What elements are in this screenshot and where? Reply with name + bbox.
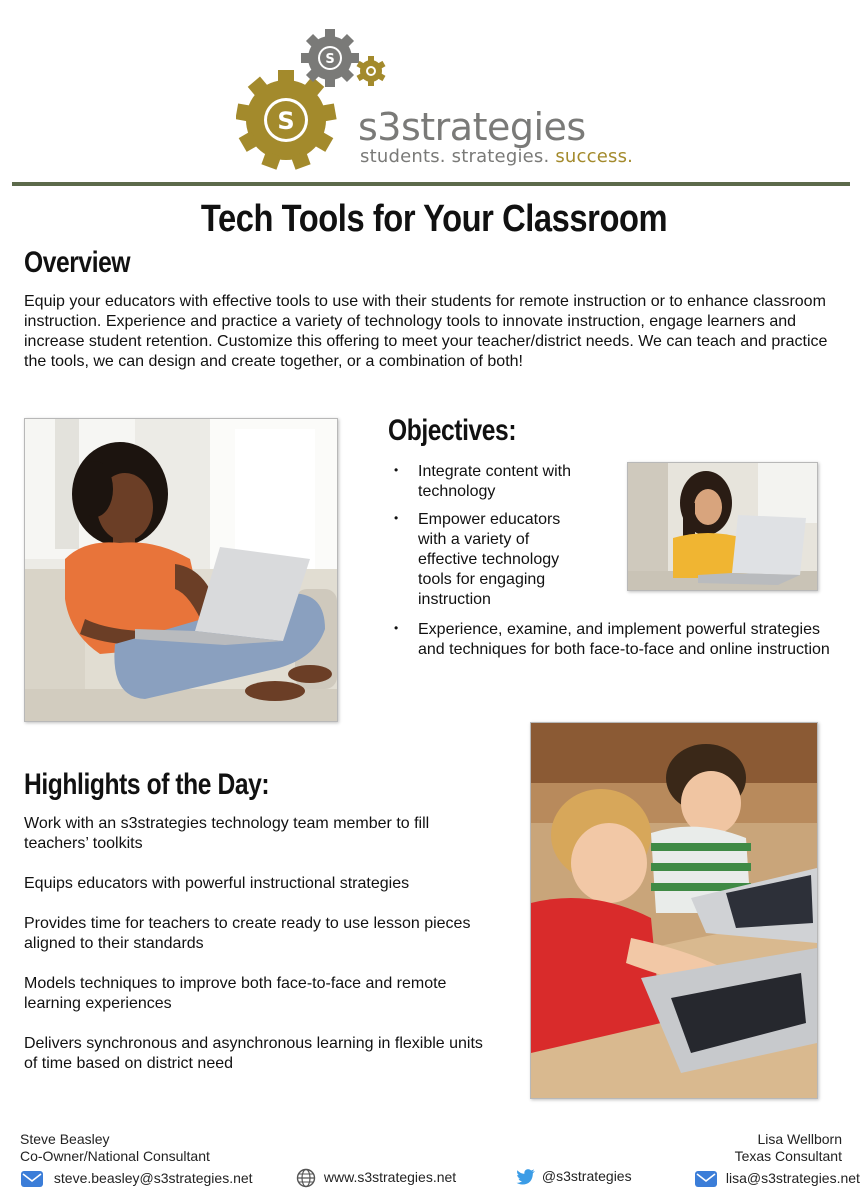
highlight-item: Delivers synchronous and asynchronous learning in flexible units of time based on district need [24, 1035, 483, 1072]
email-right-text[interactable]: lisa@s3strategies.net [725, 1170, 860, 1186]
bullet-icon: • [394, 621, 399, 635]
contact-name-left: Steve Beasley [20, 1131, 110, 1147]
footer-website[interactable] [296, 1168, 456, 1188]
footer-left-contact [20, 1131, 210, 1165]
photo-woman-laptop [24, 418, 338, 722]
objective-item: • Experience, examine, and implement powerful strategies and techniques for both face-to-face and online instruction [388, 620, 848, 660]
website-text[interactable]: www.s3strategies.net [323, 1168, 457, 1185]
brand-tagline: students. strategies. success. [360, 146, 634, 167]
page-title: Tech Tools for Your Classroom [200, 198, 668, 240]
footer-twitter[interactable] [516, 1168, 632, 1186]
email-left-text[interactable]: steve.beasley@s3strategies.net [53, 1170, 253, 1186]
highlights-heading: Highlights of the Day: [24, 768, 270, 801]
overview-text: Equip your educators with effective tools to use with their students for remote instruction or to enhance classroom instruction. Experience and practice a variety of technology tools to innovate instruction, engage learners and increase student retention. Customize this offering to meet your teacher/district needs. We can teach and practice the tools, we can design and create together, or a combination of both! [24, 293, 828, 370]
woman-laptop-image [25, 419, 337, 721]
contact-name-right: Lisa Wellborn [757, 1131, 842, 1147]
twitter-handle-text[interactable]: @s3strategies [541, 1168, 632, 1184]
objectives-list-wide [388, 620, 848, 668]
objective-item: • Empower educators with a variety of effective technology tools for engaging instruction [388, 510, 588, 610]
photo-boys-laptops [530, 722, 818, 1099]
footer-email-left[interactable] [20, 1170, 253, 1188]
svg-text:S: S [325, 52, 335, 67]
header-divider [12, 182, 850, 186]
bullet-icon: • [394, 463, 399, 477]
highlight-item: Models techniques to improve both face-to-face and remote learning experiences [24, 975, 447, 1012]
highlight-item: Work with an s3strategies technology team member to fill teachers’ toolkits [24, 815, 430, 852]
boys-laptops-image [531, 723, 817, 1098]
brand-name: s3strategies [358, 105, 586, 149]
footer-email-right[interactable] [694, 1170, 860, 1188]
objective-item: • Integrate content with technology [388, 462, 608, 502]
email-icon [694, 1170, 718, 1188]
svg-text:S: S [277, 107, 295, 135]
highlight-item: Equips educators with powerful instructional strategies [24, 875, 410, 892]
girl-laptop-image [628, 463, 817, 590]
photo-girl-laptop [627, 462, 818, 591]
contact-role-left: Co-Owner/National Consultant [20, 1148, 210, 1164]
footer-right-contact [735, 1131, 842, 1165]
highlight-item: Provides time for teachers to create ready to use lesson pieces aligned to their standards [24, 915, 471, 952]
overview-heading: Overview [24, 246, 131, 279]
bullet-icon: • [394, 511, 399, 525]
twitter-bird-icon [516, 1168, 536, 1186]
email-icon [20, 1170, 44, 1188]
objectives-list [388, 462, 628, 618]
highlights-list [24, 814, 494, 1094]
globe-icon [296, 1168, 316, 1188]
objectives-heading: Objectives: [388, 414, 517, 447]
contact-role-right: Texas Consultant [734, 1148, 842, 1164]
